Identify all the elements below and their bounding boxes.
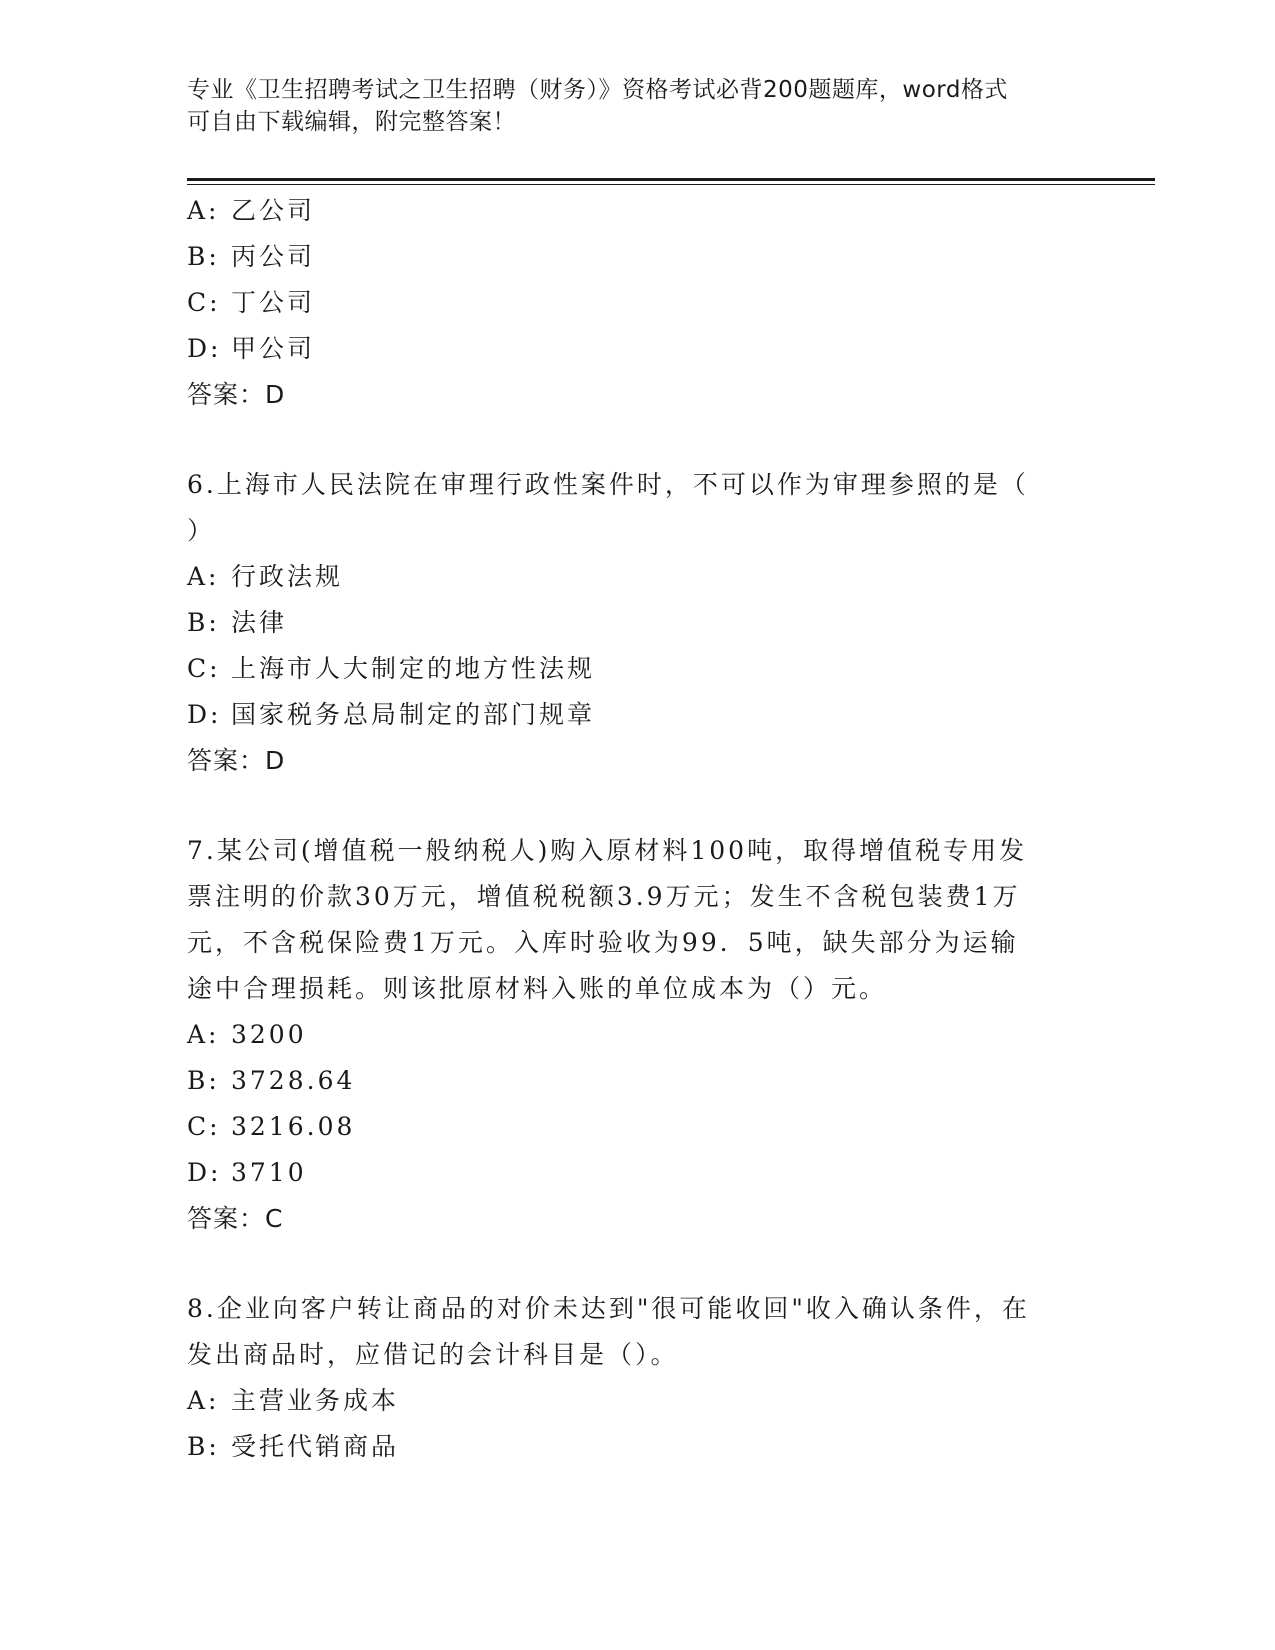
option-label: D:	[187, 1158, 222, 1187]
option-c	[187, 646, 1087, 692]
question-5	[187, 188, 1087, 418]
option-a	[187, 1012, 1087, 1058]
option-label: D:	[187, 334, 222, 363]
option-c	[187, 280, 1087, 326]
question-list	[187, 188, 1087, 1470]
option-label: A:	[187, 196, 220, 225]
option-text: 3710	[231, 1158, 307, 1187]
option-text: 丁公司	[231, 288, 316, 317]
header-line-2: 可自由下载编辑，附完整答案！	[187, 109, 516, 135]
option-label: C:	[187, 654, 221, 683]
question-stem: ）	[187, 516, 216, 545]
question-8	[187, 1286, 1087, 1470]
option-label: D:	[187, 700, 222, 729]
option-text: 国家税务总局制定的部门规章	[231, 700, 596, 729]
option-label: B:	[187, 242, 220, 271]
question-6	[187, 462, 1087, 784]
option-text: 3728.64	[231, 1066, 356, 1095]
option-text: 3216.08	[231, 1112, 356, 1141]
option-d	[187, 1150, 1087, 1196]
question-stem: 元，不含税保险费1万元。入库时验收为99．5吨，缺失部分为运输	[187, 928, 1019, 957]
option-d	[187, 692, 1087, 738]
option-label: B:	[187, 1066, 220, 1095]
header-divider-thin	[187, 184, 1155, 185]
option-c	[187, 1104, 1087, 1150]
option-label: C:	[187, 1112, 221, 1141]
option-a	[187, 1378, 1087, 1424]
answer-line: 答案：C	[187, 1204, 284, 1233]
question-stem: 票注明的价款30万元，增值税税额3.9万元；发生不含税包装费1万	[187, 882, 1021, 911]
option-b	[187, 1058, 1087, 1104]
option-a	[187, 188, 1087, 234]
option-label: B:	[187, 608, 220, 637]
option-text: 法律	[231, 608, 288, 637]
option-text: 乙公司	[231, 196, 316, 225]
question-stem: 6.上海市人民法院在审理行政性案件时，不可以作为审理参照的是（	[187, 470, 1029, 499]
question-7	[187, 828, 1087, 1242]
question-stem: 7.某公司(增值税一般纳税人)购入原材料100吨，取得增值税专用发	[187, 836, 1028, 865]
header-line-1: 专业《卫生招聘考试之卫生招聘（财务）》资格考试必背200题题库，word格式	[187, 77, 1008, 103]
option-text: 受托代销商品	[231, 1432, 400, 1461]
option-text: 甲公司	[231, 334, 316, 363]
option-text: 丙公司	[231, 242, 316, 271]
option-label: C:	[187, 288, 221, 317]
option-text: 主营业务成本	[231, 1386, 400, 1415]
option-a	[187, 554, 1087, 600]
header-divider	[187, 178, 1155, 181]
option-text: 上海市人大制定的地方性法规	[231, 654, 596, 683]
option-text: 3200	[231, 1020, 307, 1049]
option-text: 行政法规	[231, 562, 344, 591]
option-label: A:	[187, 562, 220, 591]
answer-line: 答案：D	[187, 380, 286, 409]
question-stem: 发出商品时，应借记的会计科目是（）。	[187, 1340, 679, 1369]
question-stem: 途中合理损耗。则该批原材料入账的单位成本为（）元。	[187, 974, 888, 1003]
question-stem: 8.企业向客户转让商品的对价未达到"很可能收回"收入确认条件，在	[187, 1294, 1030, 1323]
option-b	[187, 600, 1087, 646]
option-label: A:	[187, 1386, 220, 1415]
option-label: B:	[187, 1432, 220, 1461]
answer-line: 答案：D	[187, 746, 286, 775]
document-header	[187, 74, 1067, 138]
option-d	[187, 326, 1087, 372]
option-b	[187, 1424, 1087, 1470]
option-label: A:	[187, 1020, 220, 1049]
option-b	[187, 234, 1087, 280]
